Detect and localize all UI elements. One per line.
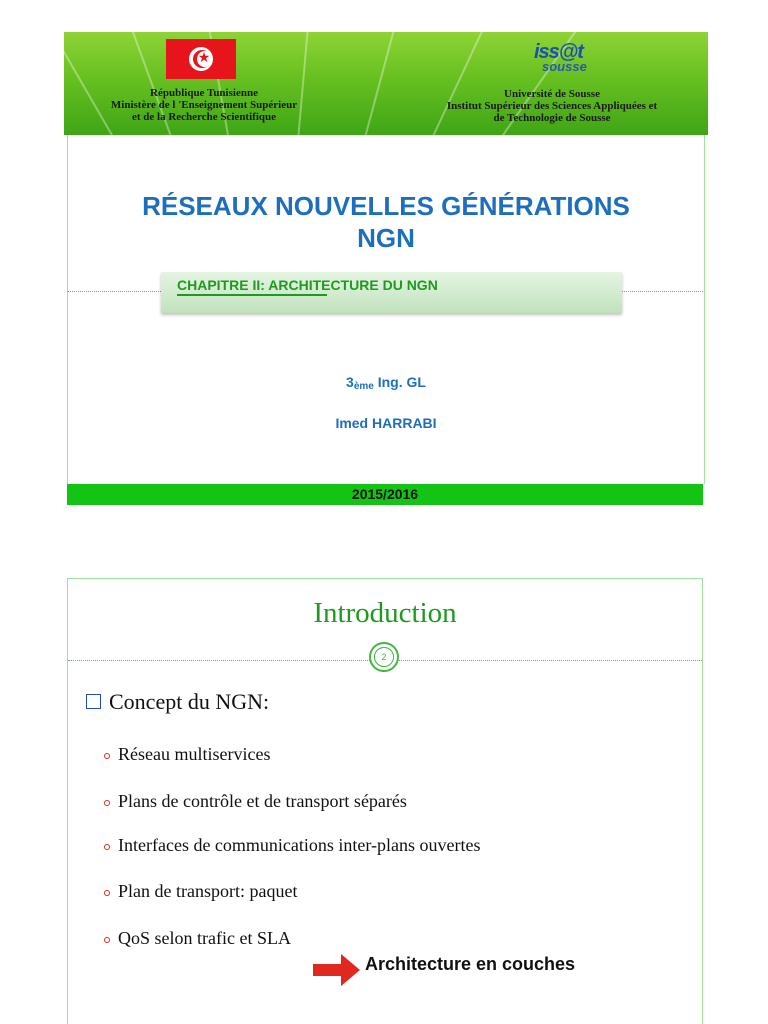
page-number-badge: [369, 642, 399, 672]
circle-bullet-icon: [104, 800, 110, 806]
level-program: Ing. GL: [373, 374, 426, 390]
right-arrow-icon: [313, 953, 361, 987]
concept-heading: [86, 689, 269, 715]
ministry-line-2: Ministère de l 'Enseignement Supérieur: [110, 99, 298, 111]
list-item-text: QoS selon trafic et SLA: [118, 928, 291, 948]
list-item-text: Plan de transport: paquet: [118, 881, 298, 901]
circle-bullet-icon: [104, 753, 110, 759]
chapter-underline: [177, 294, 327, 296]
header-banner: [64, 32, 708, 135]
level-number: 3: [346, 374, 354, 390]
list-item: [104, 744, 270, 765]
chapter-label: CHAPITRE II: ARCHITECTURE DU NGN: [177, 277, 438, 293]
circle-bullet-icon: [104, 890, 110, 896]
title-line-2: NGN: [357, 223, 415, 253]
title-slide: [64, 32, 708, 508]
issat-logo: [532, 41, 600, 75]
list-item: [104, 791, 407, 812]
logo-bottom-text: sousse: [542, 59, 587, 74]
list-item: [104, 928, 291, 949]
page-number: 2: [374, 647, 394, 667]
list-item-text: Interfaces de communications inter-plans ouvertes: [118, 835, 481, 855]
university-line-3: de Technologie de Sousse: [493, 112, 611, 124]
chapter-box: [161, 272, 622, 313]
arrow-label: Architecture en couches: [365, 954, 576, 974]
author-name: Imed HARRABI: [335, 415, 437, 431]
title-line-1: RÉSEAUX NOUVELLES GÉNÉRATIONS: [142, 191, 630, 221]
university-line-2: Institut Supérieur des Sciences Appliquées et: [446, 100, 658, 112]
circle-bullet-icon: [104, 844, 110, 850]
concept-heading-text: Concept du NGN:: [109, 689, 270, 714]
ministry-line-1: République Tunisienne: [150, 87, 258, 99]
introduction-slide: [67, 578, 703, 1024]
list-item: [104, 835, 481, 856]
slide-title: [64, 190, 708, 254]
logo-top-text: iss@t: [534, 41, 583, 63]
tunisia-flag-icon: ★: [166, 39, 236, 79]
university-line-1: Université de Sousse: [504, 88, 600, 100]
circle-bullet-icon: [104, 937, 110, 943]
list-item-text: Réseau multiservices: [118, 744, 271, 764]
square-bullet-icon: [86, 694, 101, 709]
academic-year: 2015/2016: [351, 486, 419, 502]
slide-title: Introduction: [313, 597, 457, 629]
ministry-line-3: et de la Recherche Scientifique: [132, 111, 276, 123]
list-item-text: Plans de contrôle et de transport séparés: [118, 791, 407, 811]
ministry-text: [72, 87, 336, 123]
year-bar: [67, 484, 703, 505]
list-item: [104, 881, 297, 902]
university-text: [404, 88, 700, 124]
level-superscript: ème: [353, 381, 374, 392]
course-level: [64, 374, 708, 390]
